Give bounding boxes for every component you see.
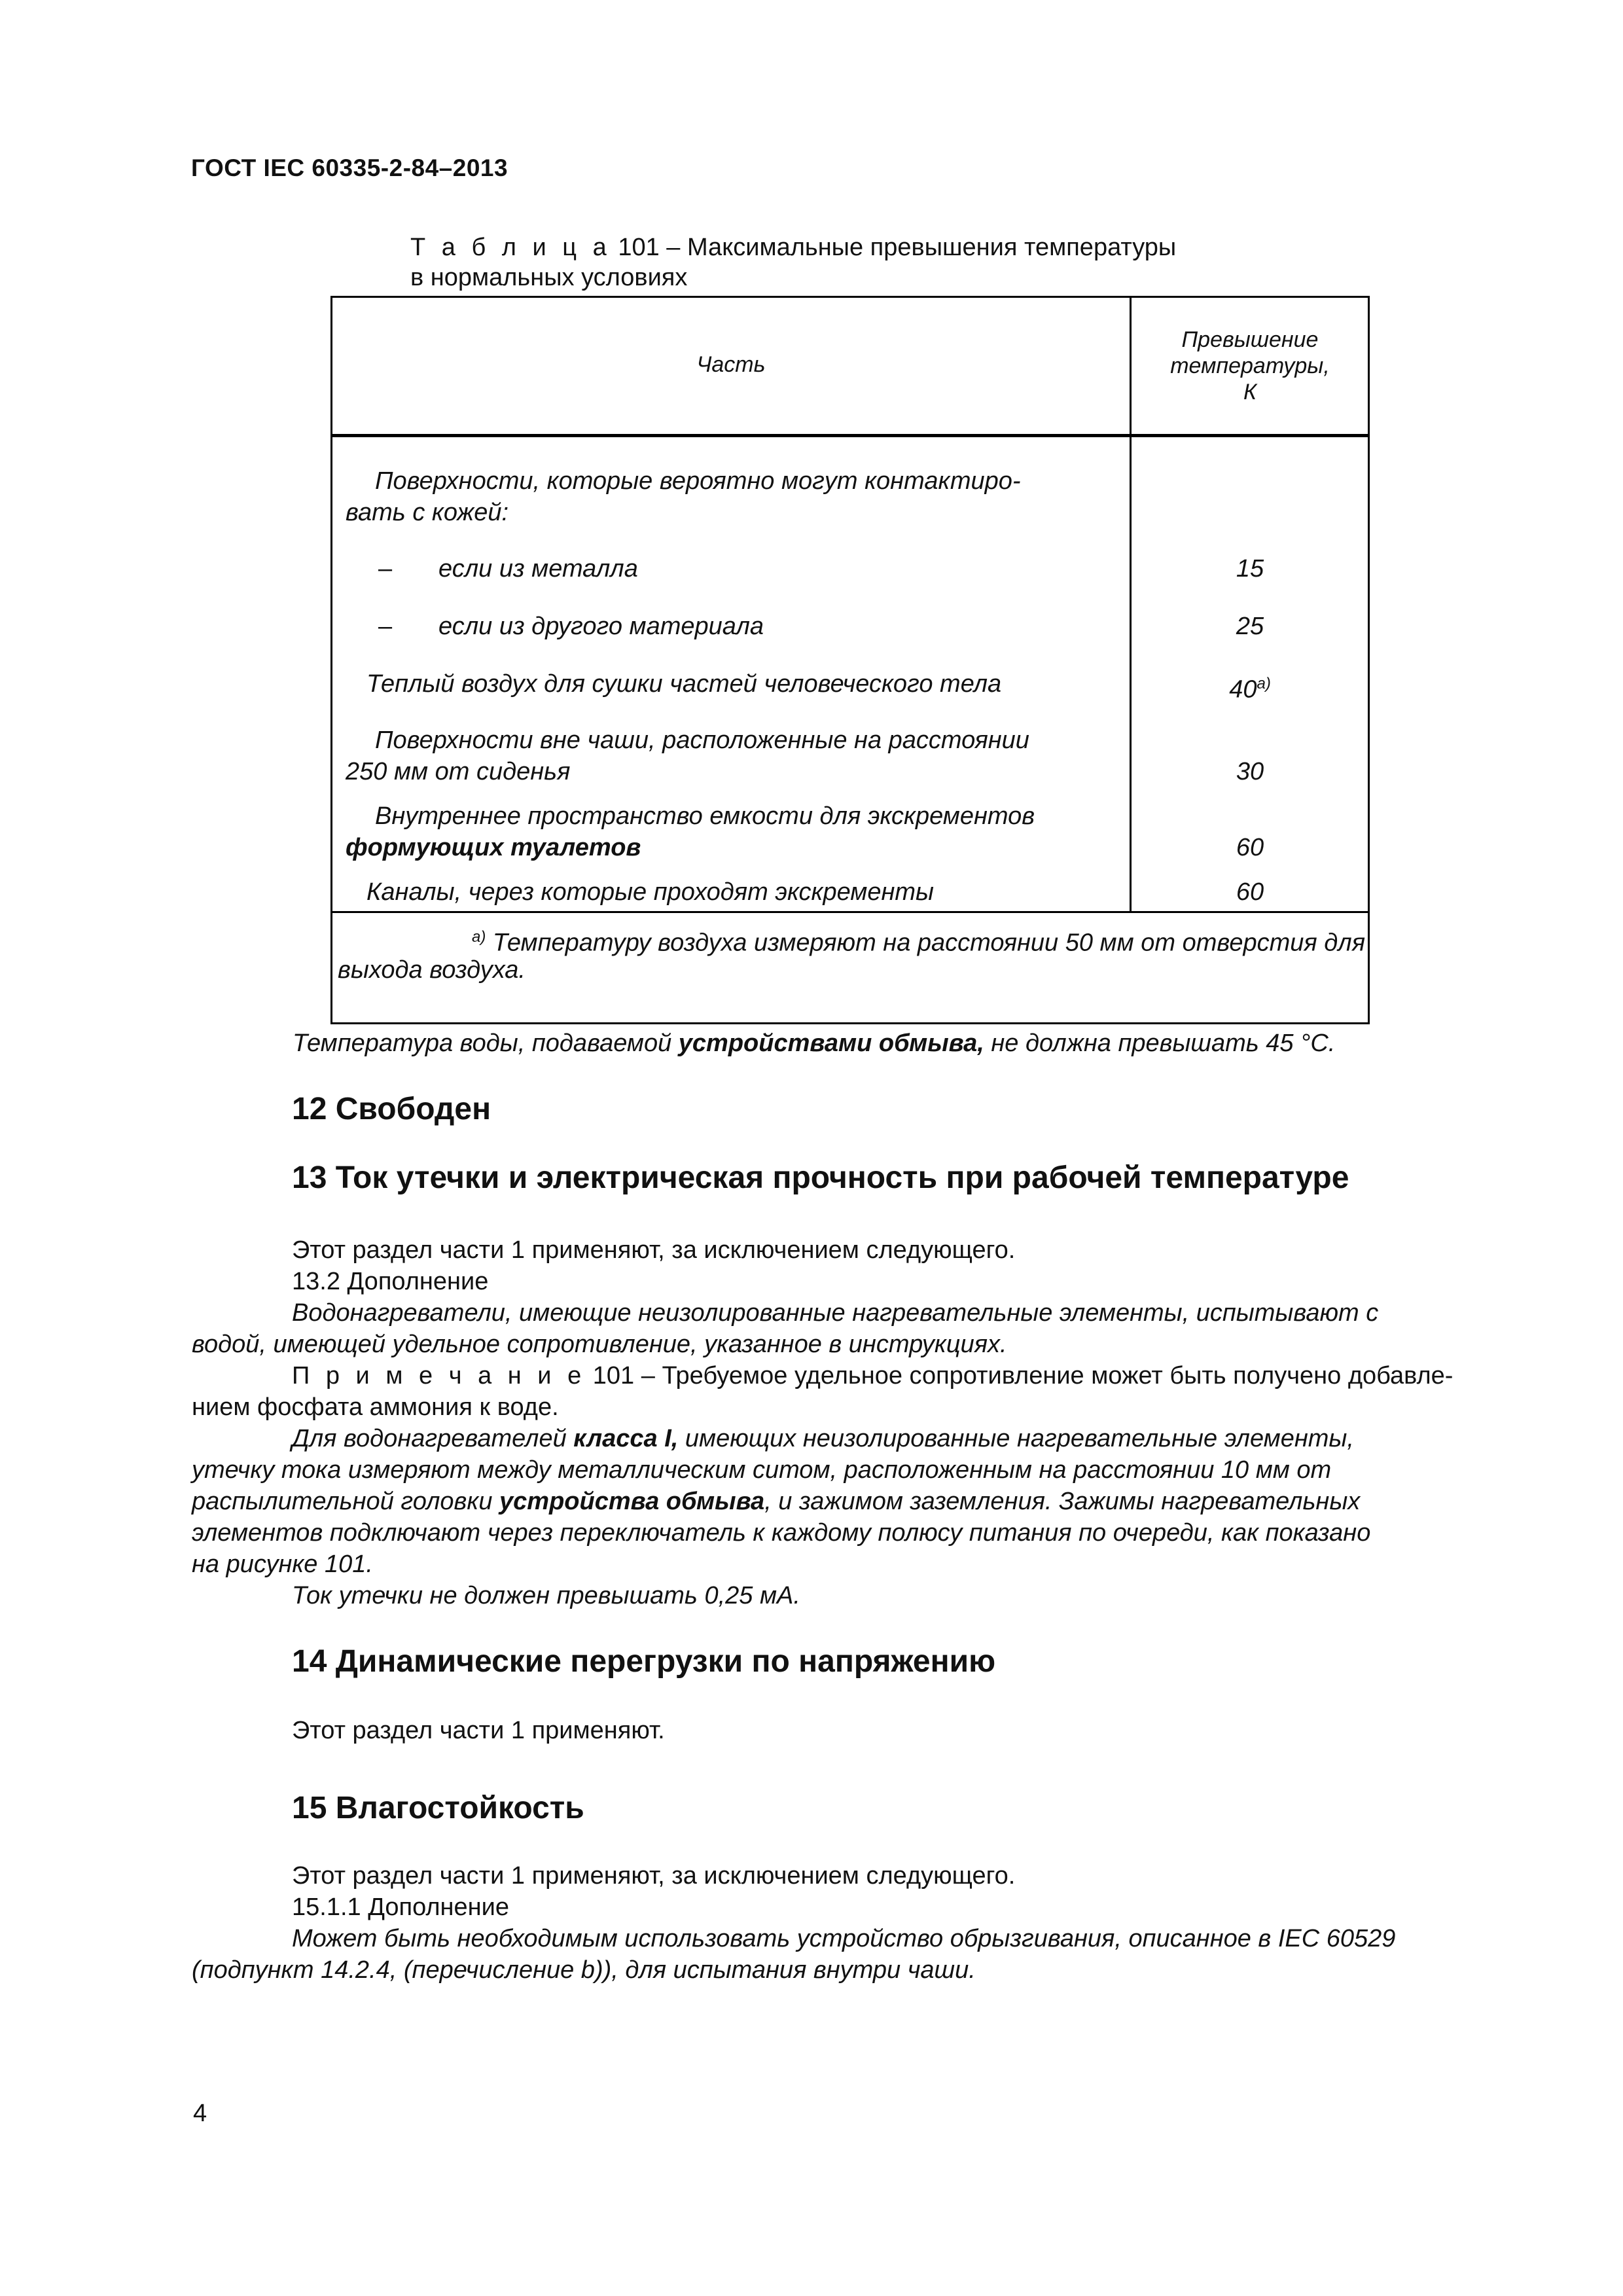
paragraph: Этот раздел части 1 применяют, за исключением следующего.	[292, 1236, 1016, 1264]
paragraph: Этот раздел части 1 применяют.	[292, 1717, 665, 1744]
paragraph: Водонагреватели, имеющие неизолированные нагревательные элементы, испытывают с	[292, 1299, 1379, 1327]
temperature-rise-table	[330, 296, 1370, 1024]
note-bold-term: устройствами обмыва,	[678, 1030, 984, 1057]
water-temperature-note	[293, 1028, 1335, 1059]
table-header-rise	[1132, 327, 1368, 405]
table-row-part: Теплый воздух для сушки частей человеческого тела	[366, 670, 1002, 698]
paragraph-cont: утечку тока измеряют между металлическим ситом, расположенным на расстоянии 10 мм от	[192, 1456, 1332, 1484]
text-part: Для водонагревателей	[292, 1425, 574, 1452]
paragraph: Может быть необходимым использовать устройство обрызгивания, описанное в IEC 60529	[292, 1925, 1396, 1952]
section-12-title: 12 Свободен	[292, 1092, 491, 1126]
paragraph-cont: (подпункт 14.2.4, (перечисление b)), для испытания внутри чаши.	[192, 1956, 976, 1984]
table-header-part: Часть	[696, 352, 766, 377]
bold-term: класса I,	[573, 1425, 679, 1452]
paragraph: Этот раздел части 1 применяют, за исключением следующего.	[292, 1862, 1016, 1890]
table-row-value: 15	[1236, 555, 1264, 583]
table-caption-label: Т а б л и ц а	[410, 234, 611, 261]
note-label: П р и м е ч а н и е	[292, 1362, 586, 1390]
row-text-line: Поверхности, которые вероятно могут контактиро-	[375, 467, 1021, 495]
document-header: ГОСТ IEC 60335-2-84–2013	[191, 154, 508, 181]
paragraph: Ток утечки не должен превышать 0,25 мА.	[292, 1582, 800, 1609]
note-part: Температура воды, подаваемой	[293, 1030, 679, 1057]
value-number: 40	[1229, 675, 1257, 704]
page-number: 4	[193, 2100, 207, 2127]
paragraph-cont: элементов подключают через переключатель к каждому полюсу питания по очереди, как показано	[192, 1519, 1371, 1547]
table-footnote	[332, 922, 1365, 959]
footnote-marker: а)	[1257, 675, 1271, 692]
section-13-title: 13 Ток утечки и электрическая прочность при рабочей температуре	[292, 1160, 1349, 1195]
table-header-rise-line2: температуры,	[1170, 353, 1330, 378]
paragraph-cont	[192, 1486, 1360, 1517]
table-row-part: если из другого материала	[438, 613, 764, 640]
table-row-value: 60	[1236, 834, 1264, 861]
section-14-title: 14 Динамические перегрузки по напряжению	[292, 1644, 996, 1679]
note	[292, 1360, 1453, 1391]
table-row-value: 25	[1236, 613, 1264, 640]
footnote-marker: а)	[472, 928, 486, 946]
table-row-part-cont: формующих туалетов	[346, 834, 641, 861]
subclause-heading: 13.2 Дополнение	[292, 1268, 489, 1295]
table-row-part: Поверхности вне чаши, расположенные на расстоянии	[375, 726, 1029, 754]
text-part: распылительной головки	[192, 1488, 500, 1515]
table-header-divider	[332, 434, 1368, 437]
table-footnote-divider	[332, 911, 1368, 913]
table-row-part: если из металла	[438, 555, 638, 583]
text-part: имеющих неизолированные нагревательные элементы,	[678, 1425, 1354, 1452]
footnote-line1: Температуру воздуха измеряют на расстоянии 50 мм от отверстия для	[486, 929, 1365, 957]
text-part: , и зажимом заземления. Зажимы нагревательных	[764, 1488, 1361, 1515]
note-text: 101 – Требуемое удельное сопротивление может быть получено добавле-	[586, 1362, 1454, 1390]
bold-term: устройства обмыва	[499, 1488, 765, 1515]
paragraph	[292, 1423, 1354, 1454]
table-header-rise-line1: Превышение	[1181, 327, 1319, 352]
table-footnote-cont: выхода воздуха.	[338, 956, 526, 984]
table-row-part: Каналы, через которые проходят экскременты	[366, 878, 935, 906]
section-15-title: 15 Влагостойкость	[292, 1791, 584, 1825]
table-caption	[410, 232, 1176, 293]
table-row-part: Внутреннее пространство емкости для экскрементов	[375, 802, 1035, 830]
table-row-value: 60	[1236, 878, 1264, 906]
list-dash: –	[378, 555, 393, 583]
subclause-heading: 15.1.1 Дополнение	[292, 1893, 510, 1921]
table-row-part	[375, 465, 1021, 497]
note-cont: нием фосфата аммония к воде.	[192, 1393, 559, 1421]
table-row-value	[1132, 668, 1368, 706]
table-row-value: 30	[1236, 758, 1264, 785]
table-header-rise-line3: К	[1243, 380, 1257, 404]
paragraph-cont: водой, имеющей удельное сопротивление, указанное в инструкциях.	[192, 1331, 1007, 1358]
paragraph-cont: на рисунке 101.	[192, 1551, 373, 1578]
table-caption-line2: в нормальных условиях	[410, 264, 688, 291]
list-dash: –	[378, 613, 393, 640]
table-row-part-cont: 250 мм от сиденья	[346, 758, 571, 785]
note-part: не должна превышать 45 °С.	[984, 1030, 1336, 1057]
table-caption-title: 101 – Максимальные превышения температуры	[611, 234, 1177, 261]
table-row-part-cont: вать с кожей:	[346, 499, 509, 526]
